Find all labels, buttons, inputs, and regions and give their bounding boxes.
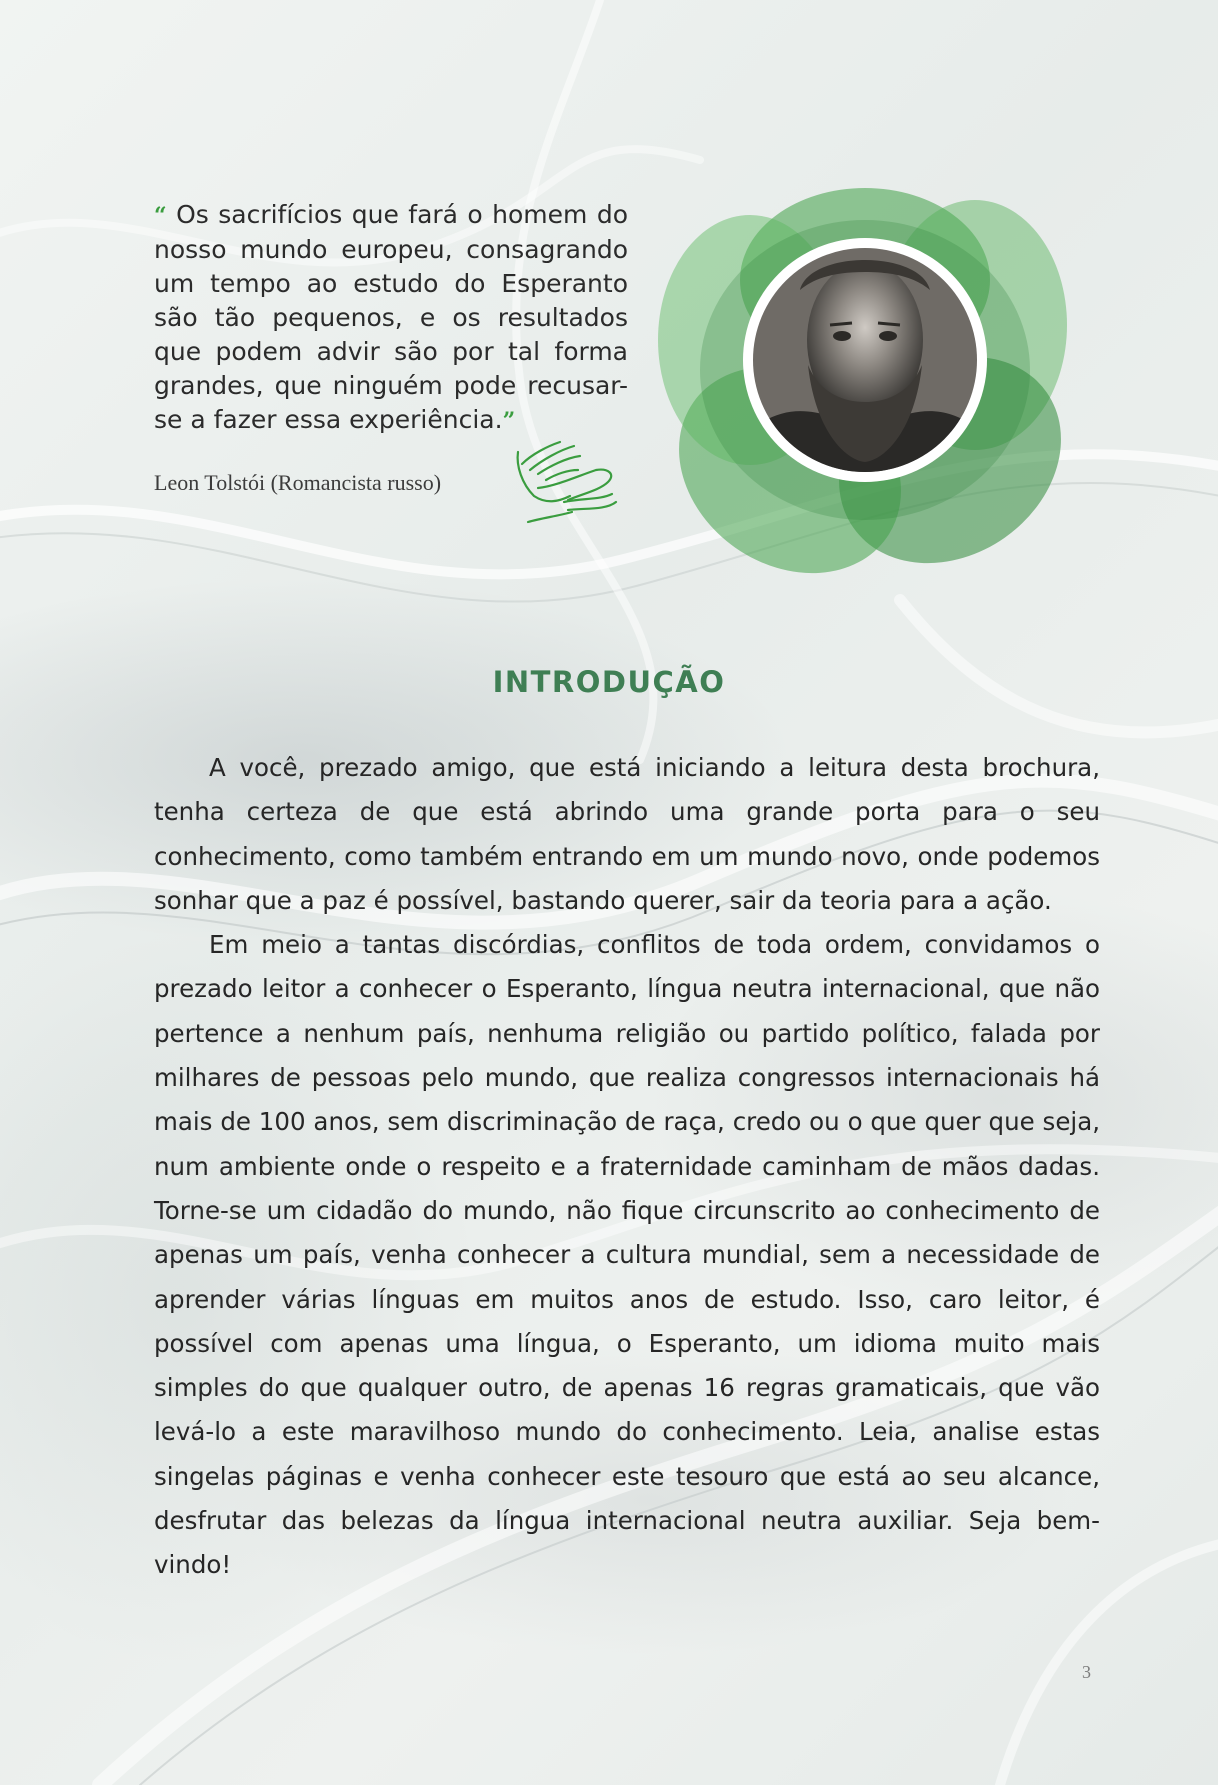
close-quote-mark: ”	[502, 408, 516, 434]
hands-icon	[512, 430, 632, 530]
body-text	[154, 746, 1100, 1588]
quote-author: Leon Tolstói (Romancista russo)	[154, 470, 442, 495]
quote-block	[154, 198, 628, 438]
open-quote-mark: “	[154, 203, 167, 229]
section-title: INTRODUÇÃO	[492, 665, 726, 699]
body-paragraph-1: A você, prezado amigo, que está iniciando a leitura desta brochura, tenha certeza de que está abrindo uma grande porta para o seu conhecimento, como também entrando em um mundo novo, onde podemos sonhar que a paz é possível, bastando querer, sair da teoria para a ação.	[154, 753, 1100, 915]
page-number: 3	[1082, 1662, 1091, 1682]
esperanto-emblem-portrait	[650, 140, 1080, 600]
quote-text: Os sacrifícios que fará o homem do nosso mundo europeu, consagrando um tempo ao estudo do Esperanto são tão pequenos, e os resultados que podem advir são por tal forma grandes, que ninguém pode recusar-se a fazer essa experiência.	[154, 200, 628, 434]
body-paragraph-2: Em meio a tantas discórdias, conflitos de toda ordem, convidamos o prezado leitor a conhecer o Esperanto, língua neutra internacional, que não pertence a nenhum país, nenhuma religião ou partido político, falada por milhares de pessoas pelo mundo, que realiza congressos internacionais há mais de 100 anos, sem discriminação de raça, credo ou o que quer que seja, num ambiente onde o respeito e a fraternidade caminham de mãos dadas. Torne-se um cidadão do mundo, não fique circunscrito ao conhecimento de apenas um país, venha conhecer a cultura mundial, sem a necessidade de aprender várias línguas em muitos anos de estudo. Isso, caro leitor, é possível com apenas uma língua, o Esperanto, um idioma muito mais simples do que qualquer outro, de apenas 16 regras gramaticais, que vão levá-lo a este maravilhoso mundo do conhecimento. Leia, analise estas singelas páginas e venha conhecer este tesouro que está ao seu alcance, desfrutar das belezas da língua internacional neutra auxiliar. Seja bem-vindo!	[154, 930, 1100, 1580]
